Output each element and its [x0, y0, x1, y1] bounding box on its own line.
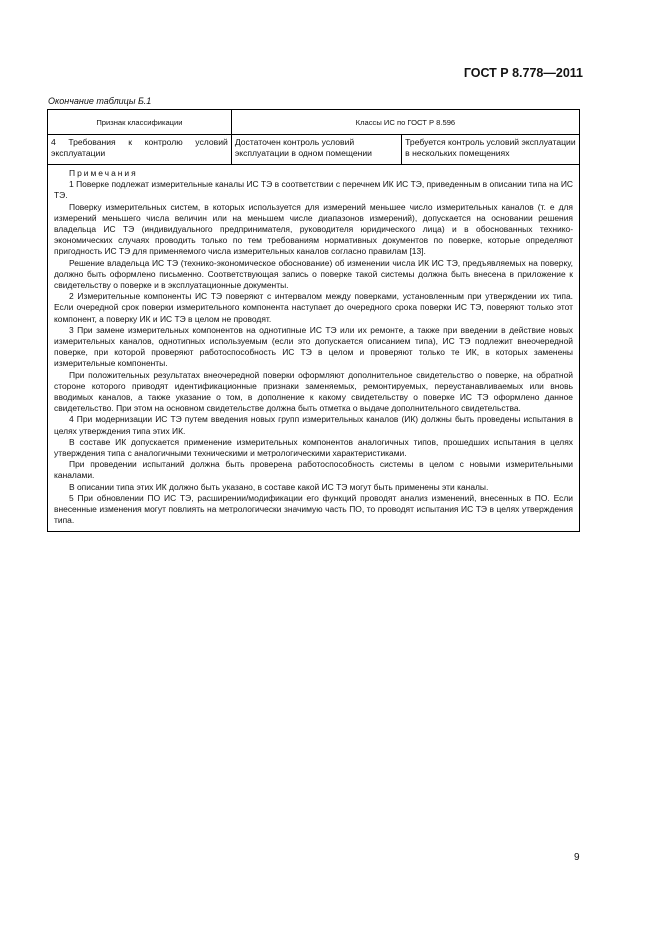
cell-feature: 4 Требования к контролю условий эксплуатации: [48, 135, 231, 165]
column-header-feature: Признак классификации: [48, 110, 231, 135]
table-caption: Окончание таблицы Б.1: [48, 96, 152, 106]
note-paragraph: 3 При замене измерительных компонентов на однотипные ИС ТЭ или их ремонте, а также при введении в действие новых измерительных каналов, однотипных используемым (если это допускается описанием типа), ИС ТЭ подлежит внеочередной поверке, при которой проверяют работоспособность ИС ТЭ в целом и проверяют только те ИК, в которых заменены измерительные компоненты.: [54, 324, 573, 369]
column-header-classes: Классы ИС по ГОСТ Р 8.596: [231, 110, 579, 135]
cell-class-b: Требуется контроль условий эксплуатации в нескольких помещениях: [402, 135, 579, 165]
page-number: 9: [574, 852, 580, 863]
note-paragraph: 4 При модернизации ИС ТЭ путем введения новых групп измерительных каналов (ИК) должны быть проведены испытания в целях утверждения типа этих ИК.: [54, 414, 573, 436]
notes-section: [48, 165, 579, 531]
notes-title: Примечания: [69, 168, 138, 178]
document-id: ГОСТ Р 8.778—2011: [463, 66, 583, 80]
cell-class-a: Достаточен контроль условий эксплуатации в одном помещении: [231, 135, 401, 165]
table-row: [48, 135, 579, 165]
note-paragraph: 2 Измерительные компоненты ИС ТЭ поверяют с интервалом между поверками, установленным при утверждении их типа. Если очередной срок поверки измерительного компонента наступает до очередного срока поверки ИС ТЭ, поверяют только этот компонент, а поверку ИК и ИС ТЭ в целом не проводят.: [54, 291, 573, 324]
note-paragraph: В описании типа этих ИК должно быть указано, в составе какой ИС ТЭ могут быть применены эти каналы.: [69, 481, 489, 492]
note-paragraph: Решение владельца ИС ТЭ (технико-экономическое обоснование) об изменении числа ИК ИС ТЭ, предъявляемых на поверку, должно быть оформлено письменно. Соответствующая запись о поверке такой системы должна быть внесена в приложение к свидетельству о поверке и в эксплуатационные документы.: [54, 257, 573, 291]
note-paragraph: 1 Поверке подлежат измерительные каналы ИС ТЭ в соответствии с перечнем ИК ИС ТЭ, приведенным в описании типа на ИС ТЭ.: [54, 179, 573, 201]
note-paragraph: Поверку измерительных систем, в которых используется для измерений меньшее число измерительных каналов (т. е для измерений меньшего числа величин или на меньшем числе диапазонов измерений), допускается на основании решения владельца ИС ТЭ (индивидуального предпринимателя, руководителя юридического лица) и в обоснованных технико-экономических случаях проводить только по тем требованиям нормативных документов по поверке, которые определяют пригодность ИС ТЭ для применяемого числа измерительных каналов согласно правилам [13].: [54, 201, 573, 257]
table-header-row: [48, 110, 579, 135]
table-frame: [47, 109, 580, 532]
note-paragraph: При проведении испытаний должна быть проверена работоспособность системы в целом с новыми измерительными каналами.: [54, 459, 573, 481]
note-paragraph: В составе ИК допускается применение измерительных компонентов аналогичных типов, прошедших испытания в целях утверждения типа с аналогичными техническими и метрологическими характеристиками.: [54, 436, 573, 459]
classification-table: [48, 110, 579, 165]
note-paragraph: При положительных результатах внеочередной поверки оформляют дополнительное свидетельство о поверке, на обратной стороне которого приводят идентификационные признаки заменяемых, ремонтируемых, переустанавливаемых или вновь вводимых каналов, а также указание о том, в дополнение к какому свидетельству о поверке ИС ТЭ оформлено данное свидетельство. При этом на основном свидетельстве должна быть отметка о выдаче дополнительного свидетельства.: [54, 369, 573, 414]
note-paragraph: 5 При обновлении ПО ИС ТЭ, расширении/модификации его функций проводят анализ изменений, внесенных в ПО. Если внесенные изменения могут повлиять на метрологически значимую часть ПО, то проводят испытания ИС ТЭ в целях утверждения типа.: [54, 492, 573, 526]
